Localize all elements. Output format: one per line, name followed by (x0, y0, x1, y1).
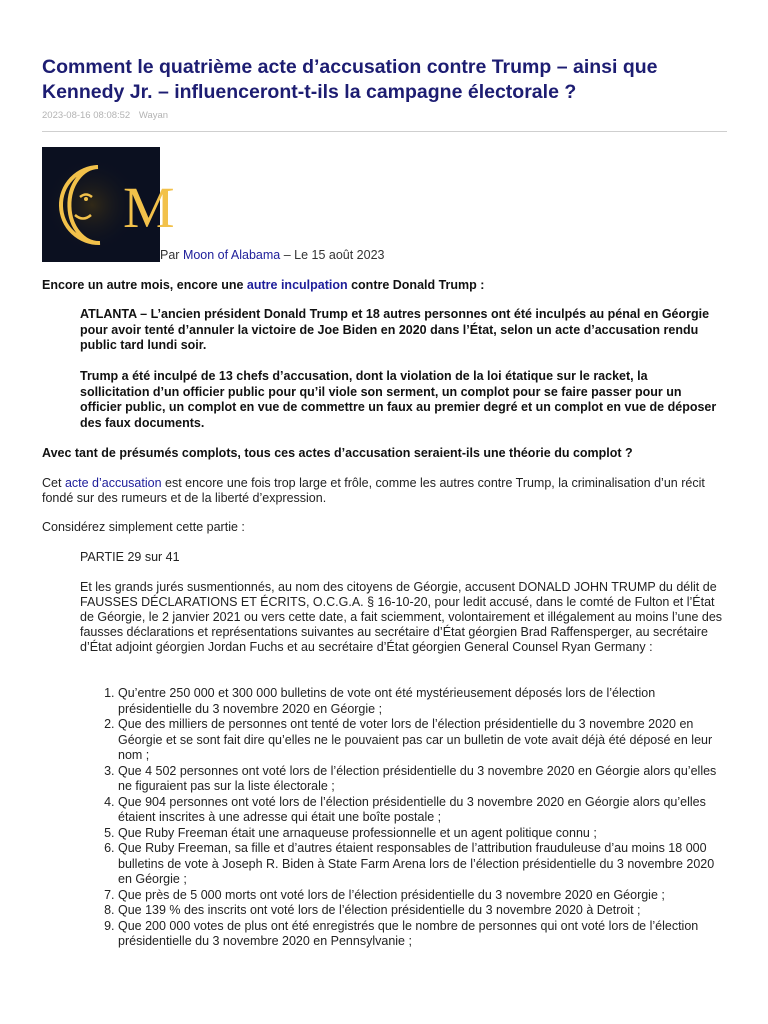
byline-prefix: Par (160, 248, 180, 262)
autre-inculpation-link[interactable]: autre inculpation (246, 278, 348, 292)
title-divider (42, 131, 727, 132)
logo-letter: M (123, 175, 175, 240)
false-statements-list (80, 686, 730, 950)
acte-accusation-link[interactable]: acte d’accusation (64, 476, 162, 490)
byline (160, 248, 385, 262)
partie-heading: PARTIE 29 sur 41 (80, 550, 180, 564)
list-item: 5. Que Ruby Freeman était une arnaqueuse professionnelle et un agent politique connu ; (118, 826, 730, 842)
quote-paragraph-2: Trump a été inculpé de 13 chefs d’accusation, dont la violation de la loi étatique sur le racket, la sollicitation d’un officier public pour qu’il viole son serment, un complot pour se faire passer pour un officier public, un complot en vue de commettre un faux au premier degré et un complot en vue de déposer des faux documents. (80, 369, 717, 430)
post-author: Wayan (138, 110, 169, 121)
indictment-paragraph: Et les grands jurés susmentionnés, au nom des citoyens de Géorgie, accusent DONALD JOHN TRUMP du délit de FAUSSES DÉCLARATIONS ET ÉCRITS, O.C.G.A. § 16-10-20, pour ledit accusé, dans le comté de Fulton et l’État de Géorgie, le 2 janvier 2021 ou vers cette date, a fait sciemment, volontairement et illégalement au moins l’une des fausses déclarations et représentations suivantes au secrétaire d’État géorgien Brad Raffensperger, au secrétaire d’État adjoint géorgien Jordan Fuchs et au secrétaire d’État géorgien General Counsel Ryan Germany : (80, 580, 723, 654)
cet-text: Cet (42, 476, 65, 490)
intro-text: Encore un autre mois, encore une (42, 278, 247, 292)
intro-text-end: contre Donald Trump : (347, 278, 485, 292)
list-item: 6. Que Ruby Freeman, sa fille et d’autres étaient responsables de l’attribution frauduleuse d’au moins 18 000 bulletins de vote à Joseph R. Biden à State Farm Arena lors de l’élection présidentielle du 3 novembre 2020 en Géorgie ; (118, 841, 730, 888)
intro-paragraph (42, 278, 732, 293)
list-item: 3. Que 4 502 personnes ont voté lors de l’élection présidentielle du 3 novembre 2020 en Géorgie alors qu’elles ne figuraient pas sur la liste électorale ; (118, 764, 730, 795)
question-paragraph: Avec tant de présumés complots, tous ces actes d’accusation seraient-ils une théorie du complot ? (42, 446, 633, 460)
list-item: 7. Que près de 5 000 morts ont voté lors de l’élection présidentielle du 3 novembre 2020 en Géorgie ; (118, 888, 730, 904)
list-item: 8. Que 139 % des inscrits ont voté lors de l’élection présidentielle du 3 novembre 2020 à Detroit ; (118, 903, 730, 919)
post-date: 2023-08-16 08:08:52 (42, 110, 131, 121)
list-item: 4. Que 904 personnes ont voté lors de l’élection présidentielle du 3 novembre 2020 en Géorgie alors qu’elles étaient inscrites à une adresse qui était une boîte postale ; (118, 795, 730, 826)
article-title: Comment le quatrième acte d’accusation contre Trump – ainsi que Kennedy Jr. – influenceront-t-ils la campagne électorale ? (42, 56, 658, 103)
cet-paragraph (42, 476, 732, 506)
list-item: 1. Qu’entre 250 000 et 300 000 bulletins de vote ont été mystérieusement déposés lors de l’élection présidentielle du 3 novembre 2020 en Géorgie ; (118, 686, 730, 717)
cet-text-end: est encore une fois trop large et frôle, comme les autres contre Trump, la criminalisation d’un récit fondé sur des rumeurs et de la liberté d’expression. (42, 476, 705, 505)
byline-date: – Le 15 août 2023 (280, 248, 385, 262)
list-item: 2. Que des milliers de personnes ont tenté de voter lors de l’élection présidentielle du 3 novembre 2020 en Géorgie et se sont fait dire qu’elles ne le pouvaient pas car un bulletin de vote avait déjà été déposé en leur nom ; (118, 717, 730, 764)
quote-paragraph-1: ATLANTA – L’ancien président Donald Trump et 18 autres personnes ont été inculpés au pénal en Géorgie pour avoir tenté d’annuler la victoire de Joe Biden en 2020 dans l’État, selon un acte d’accusation rendu public tard lundi soir. (80, 307, 710, 352)
considerez-paragraph: Considérez simplement cette partie : (42, 520, 245, 534)
byline-source-link[interactable]: Moon of Alabama (182, 248, 281, 262)
list-item: 9. Que 200 000 votes de plus ont été enregistrés que le nombre de personnes qui ont voté lors de l’élection présidentielle du 3 novembre 2020 en Pennsylvanie ; (118, 919, 730, 950)
article-meta (42, 110, 174, 121)
